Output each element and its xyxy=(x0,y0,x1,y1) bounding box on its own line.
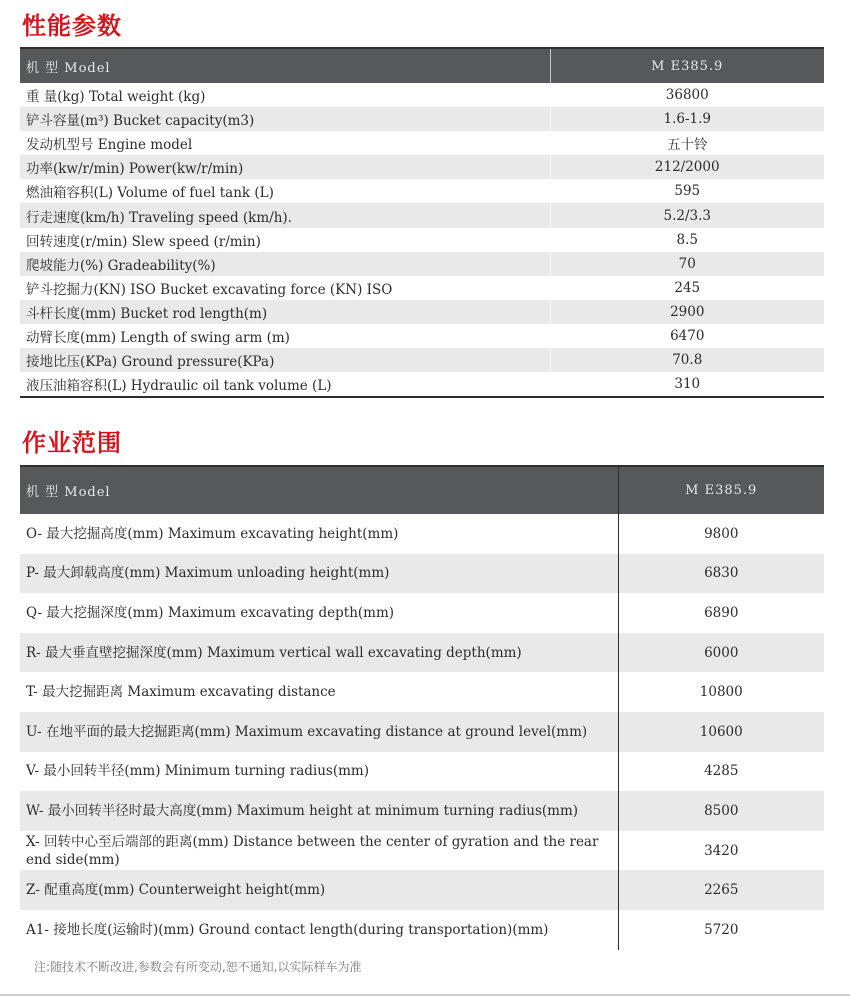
spec-value: 70 xyxy=(550,252,824,276)
spec-value: 310 xyxy=(550,372,824,397)
spec-label: W- 最小回转半径时最大高度(mm) Maximum height at minimum turning radius(mm) xyxy=(20,791,618,831)
table-row xyxy=(20,300,824,324)
performance-table xyxy=(20,47,824,398)
spec-label: 斗杆长度(mm) Bucket rod length(m) xyxy=(20,300,550,324)
spec-value: 212/2000 xyxy=(550,155,824,179)
table-row xyxy=(20,554,824,594)
spec-label: 爬坡能力(%) Gradeability(%) xyxy=(20,252,550,276)
spec-value: 245 xyxy=(674,279,701,296)
spec-label: 行走速度(km/h) Traveling speed (km/h). xyxy=(20,203,550,227)
table-row xyxy=(20,252,824,276)
spec-label: 接地比压(KPa) Ground pressure(KPa) xyxy=(20,348,550,372)
table-row xyxy=(20,83,824,107)
table-row xyxy=(20,831,824,871)
spec-value: 2900 xyxy=(550,300,824,324)
spec-value: 9800 xyxy=(704,525,739,542)
spec-label: Q- 最大挖掘深度(mm) Maximum excavating depth(mm) xyxy=(20,593,618,633)
spec-value: 10600 xyxy=(618,712,824,752)
spec-value: 2265 xyxy=(618,870,824,910)
table-row xyxy=(20,155,824,179)
spec-value: 1.6-1.9 xyxy=(550,107,824,131)
spec-value: 6470 xyxy=(670,327,705,344)
table-row xyxy=(20,107,824,131)
spec-label: 动臂长度(mm) Length of swing arm (m) xyxy=(20,324,550,348)
table-row xyxy=(20,514,824,554)
spec-label: 功率(kw/r/min) Power(kw/r/min) xyxy=(20,155,550,179)
spec-label: 回转速度(r/min) Slew speed (r/min) xyxy=(20,228,550,252)
spec-value: 10800 xyxy=(699,684,743,701)
table-row xyxy=(20,672,824,712)
spec-value: 70.8 xyxy=(550,348,824,372)
table-row xyxy=(20,593,824,633)
spec-label: T- 最大挖掘距离 Maximum excavating distance xyxy=(20,672,618,712)
header-model: M E385.9 xyxy=(550,48,824,83)
spec-value: 5720 xyxy=(704,921,739,938)
spec-value: 8500 xyxy=(618,791,824,831)
table-row xyxy=(20,324,824,348)
spec-value: 6890 xyxy=(704,604,739,621)
spec-label: 液压油箱容积(L) Hydraulic oil tank volume (L) xyxy=(20,372,550,397)
table-row xyxy=(20,131,824,155)
table-row xyxy=(20,752,824,792)
spec-label: Z- 配重高度(mm) Counterweight height(mm) xyxy=(20,870,618,910)
table-row xyxy=(20,633,824,673)
table-row xyxy=(20,712,824,752)
header-label: 机 型 Model xyxy=(20,466,618,514)
spec-value: 8.5 xyxy=(676,231,698,248)
header-label: 机 型 Model xyxy=(20,48,550,83)
working-range-table xyxy=(20,465,824,950)
spec-label: A1- 接地长度(运输时)(mm) Ground contact length(during transportation)(mm) xyxy=(20,910,618,950)
table-row xyxy=(20,910,824,950)
working-range-section-title: 作业范围 xyxy=(22,429,122,457)
spec-label: 发动机型号 Engine model xyxy=(20,131,550,155)
disclaimer-note: 注:随技术不断改进,参数会有所变动,恕不通知,以实际样车为准 xyxy=(34,960,362,974)
table-header-row xyxy=(20,466,824,514)
spec-value: 595 xyxy=(674,183,701,200)
performance-section-title: 性能参数 xyxy=(22,12,122,40)
table-row xyxy=(20,870,824,910)
spec-label: O- 最大挖掘高度(mm) Maximum excavating height(mm) xyxy=(20,514,618,554)
spec-label: X- 回转中心至后端部的距离(mm) Distance between the center of gyration and the rear end side(mm) xyxy=(20,831,618,871)
spec-label: U- 在地平面的最大挖掘距离(mm) Maximum excavating distance at ground level(mm) xyxy=(20,712,618,752)
spec-value: 五十铃 xyxy=(667,137,708,154)
table-header-row xyxy=(20,48,824,83)
header-model: M E385.9 xyxy=(618,466,824,514)
spec-value: 5.2/3.3 xyxy=(550,203,824,227)
spec-value: 6830 xyxy=(618,554,824,594)
spec-value: 36800 xyxy=(665,87,709,104)
spec-label: P- 最大卸载高度(mm) Maximum unloading height(mm) xyxy=(20,554,618,594)
spec-label: V- 最小回转半径(mm) Minimum turning radius(mm) xyxy=(20,752,618,792)
spec-value: 6000 xyxy=(618,633,824,673)
spec-label: 铲斗挖掘力(KN) ISO Bucket excavating force (KN) ISO xyxy=(20,276,550,300)
spec-label: R- 最大垂直壁挖掘深度(mm) Maximum vertical wall excavating depth(mm) xyxy=(20,633,618,673)
table-row xyxy=(20,203,824,227)
table-row xyxy=(20,348,824,372)
spec-label: 重 量(kg) Total weight (kg) xyxy=(20,83,550,107)
table-row xyxy=(20,228,824,252)
table-row xyxy=(20,372,824,397)
table-row xyxy=(20,791,824,831)
spec-label: 燃油箱容积(L) Volume of fuel tank (L) xyxy=(20,179,550,203)
spec-value: 4285 xyxy=(704,763,739,780)
bottom-divider xyxy=(0,994,850,996)
spec-value: 3420 xyxy=(704,842,739,859)
table-row xyxy=(20,276,824,300)
spec-label: 铲斗容量(m³) Bucket capacity(m3) xyxy=(20,107,550,131)
table-row xyxy=(20,179,824,203)
